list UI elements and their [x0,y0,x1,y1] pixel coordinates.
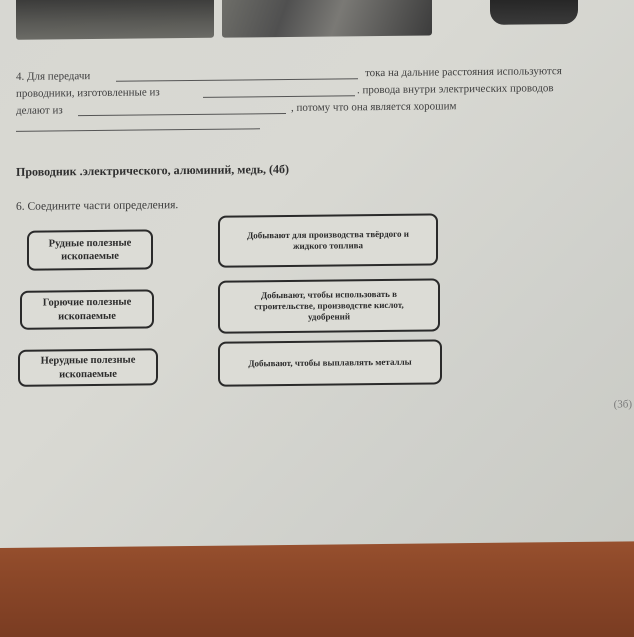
photo-fragment-right [490,0,578,25]
left-item-line2: ископаемые [58,310,116,322]
left-item-ore-minerals[interactable] [27,229,153,270]
right-item-line1: Добывают, чтобы использовать в [260,288,398,300]
right-item-metal-smelting[interactable] [218,339,442,386]
left-item-fuel-minerals[interactable] [20,289,154,329]
task6-title: 6. Соедините части определения. [16,199,179,213]
task4-blank-1[interactable] [116,78,358,82]
left-item-line1: Нерудные полезные [40,354,136,367]
task4-line2-end: . провода внутри электрических проводов [357,82,554,97]
right-item-line2: строительстве, производстве кислот, [254,299,404,312]
task4-line1-start: 4. Для передачи [16,70,91,83]
task4-blank-3[interactable] [78,113,286,116]
task4-line3-end: , потому что она является хорошим [291,100,457,114]
left-item-line2: ископаемые [61,250,119,263]
right-item-line3: удобрений [307,311,351,322]
left-item-line1: Рудные полезные [48,237,132,250]
task4-line2-start: проводники, изготовленные из [16,86,160,100]
task4-line3-start: делают из [16,104,63,117]
right-item-line2: жидкого топлива [292,240,363,251]
hint-words: Проводник .электрического, алюминий, медь, (4б) [16,161,290,179]
left-item-line1: Горючие полезные [42,297,132,309]
right-item-construction-use[interactable] [218,278,440,333]
photo-fragment-left [16,0,214,40]
task4-blank-4[interactable] [16,128,260,132]
right-item-line1: Добывают, чтобы выплавлять металлы [248,356,412,369]
left-item-nonmetallic-minerals[interactable] [18,348,158,386]
photo-fragment-middle [222,0,432,38]
task4-blank-2[interactable] [203,95,355,98]
task6-score: (3б) [613,398,632,411]
task4-line1-end: тока на дальние расстояния используются [365,65,562,80]
right-item-line1: Добывают для производства твёрдого и [247,228,409,241]
left-item-line2: ископаемые [59,368,117,380]
right-item-fuel-production[interactable] [218,213,438,267]
